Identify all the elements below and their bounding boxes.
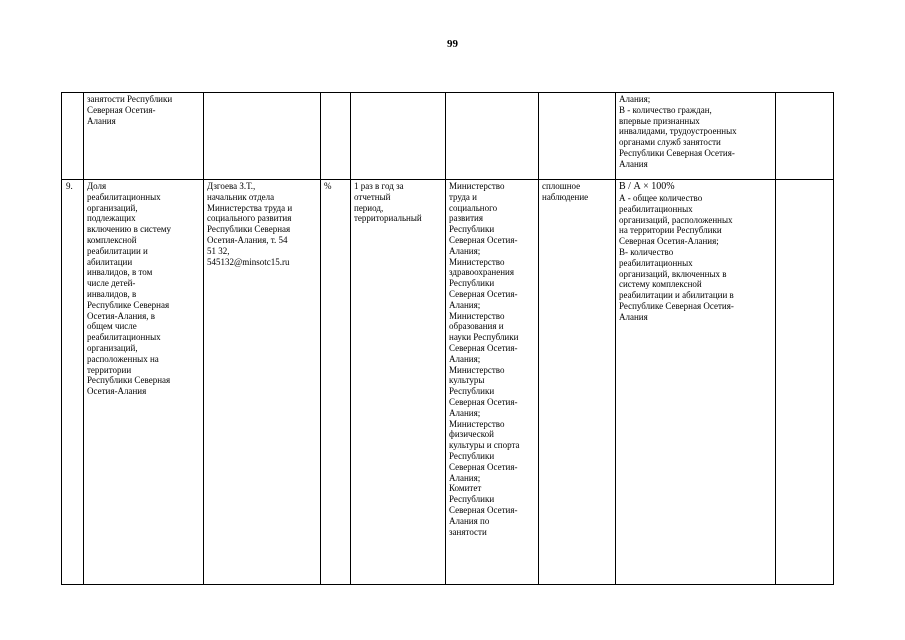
cell-formula xyxy=(616,180,776,585)
cell-source: Министерство труда и социального развития Республики Северная Осетия- Алания; Министерство здравоохранения Республики Северная Осетия- Алания; Министерство образования и науки Республики Северная Осетия- Алания; Министерство культуры Республики Северная Осетия- Алания; Министерство физической культуры и спорта Республики Северная Осетия- Алания; Комитет Республики Северная Осетия- Алания по занятости xyxy=(446,180,539,585)
cell-responsible: Дзгоева З.Т., начальник отдела Министерства труда и социального развития Республики Северная Осетия-Алания, т. 54 51 32, 545132@minsotc15.ru xyxy=(204,180,321,585)
formula-text: В / А × 100% xyxy=(619,181,675,192)
cell-unit xyxy=(321,93,351,180)
cell-extra xyxy=(776,93,834,180)
cell-extra xyxy=(776,180,834,585)
cell-frequency: 1 раз в год за отчетный период, территориальный xyxy=(351,180,446,585)
cell-indicator: Доля реабилитационных организаций, подлежащих включению в систему комплексной реабилитации и абилитации инвалидов, в том числе детей- инвалидов, в Республике Северная Осетия-Алания, в общем числе реабилитационных организаций, расположенных на территории Республики Северная Осетия-Алания xyxy=(84,180,204,585)
cell-method xyxy=(539,93,616,180)
table-row xyxy=(62,93,834,180)
cell-frequency xyxy=(351,93,446,180)
cell-number: 9. xyxy=(62,180,84,585)
cell-indicator: занятости Республики Северная Осетия- Алания xyxy=(84,93,204,180)
indicators-table xyxy=(61,92,834,585)
cell-number xyxy=(62,93,84,180)
cell-unit: % xyxy=(321,180,351,585)
formula-description: А - общее количество реабилитационных организаций, расположенных на территории Республики Северная Осетия-Алания; В- количество реабилитационных организаций, включенных в систему комплексной реабилитации и абилитации в Республике Северная Осетия- Алания xyxy=(619,193,734,322)
page-number: 99 xyxy=(447,38,458,50)
formula-description: Алания; В - количество граждан, впервые признанных инвалидами, трудоустроенных органами служб занятости Республики Северная Осетия- Алания xyxy=(619,94,737,169)
cell-responsible xyxy=(204,93,321,180)
cell-formula xyxy=(616,93,776,180)
table-row xyxy=(62,180,834,585)
cell-method: сплошное наблюдение xyxy=(539,180,616,585)
cell-source xyxy=(446,93,539,180)
